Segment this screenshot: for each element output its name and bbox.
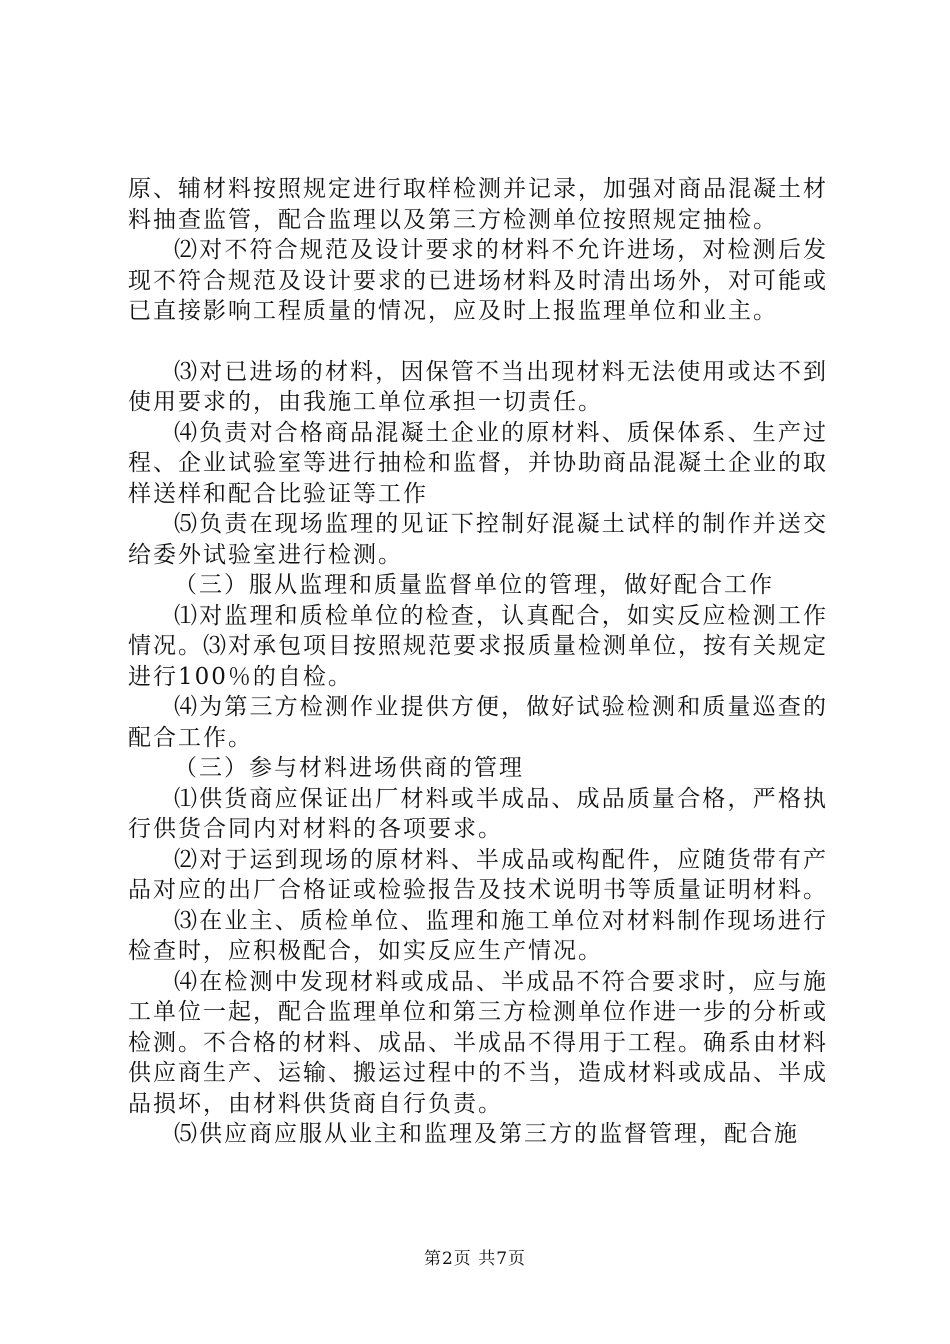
page-footer [0,1244,950,1269]
section-heading: （三）服从监理和质量监督单位的管理，做好配合工作 [174,572,774,598]
paragraph: ⑴对监理和质检单位的检查，认真配合，如实反应检测工作情况。⑶对承包项目按照规范要求报质量检测单位，按有关规定进行100％的自检。 [128,602,828,690]
paragraph: ⑷负责对合格商品混凝土企业的原材料、质保体系、生产过程、企业试验室等进行抽检和监督，并协助商品混凝土企业的取样送样和配合比验证等工作 [128,419,828,507]
paragraph: ⑷在检测中发现材料或成品、半成品不符合要求时，应与施工单位一起，配合监理单位和第三方检测单位作进一步的分析或检测。不合格的材料、成品、半成品不得用于工程。确系由材料供应商生产、运输、搬运过程中的不当，造成材料或成品、半成品损坏，由材料供货商自行负责。 [128,968,828,1117]
paragraph: ⑶对已进场的材料，因保管不当出现材料无法使用或达不到使用要求的，由我施工单位承担一切责任。 [128,358,828,415]
paragraph: 原、辅材料按照规定进行取样检测并记录，加强对商品混凝土材料抽查监管，配合监理以及第三方检测单位按照规定抽检。 [128,176,828,233]
paragraph: ⑸供应商应服从业主和监理及第三方的监督管理，配合施 [174,1121,799,1147]
page-number-label: 第2页 共7页 [423,1249,527,1269]
paragraph: ⑵对于运到现场的原材料、半成品或构配件，应随货带有产品对应的出厂合格证或检验报告及技术说明书等质量证明材料。 [128,846,828,903]
paragraph: ⑶在业主、质检单位、监理和施工单位对材料制作现场进行检查时，应积极配合，如实反应生产情况。 [128,907,828,964]
paragraph: ⑴供货商应保证出厂材料或半成品、成品质量合格，严格执行供货合同内对材料的各项要求。 [128,785,828,842]
paragraph: ⑵对不符合规范及设计要求的材料不允许进场，对检测后发现不符合规范及设计要求的已进场材料及时清出场外，对可能或已直接影响工程质量的情况，应及时上报监理单位和业主。 [128,237,828,324]
paragraph: ⑷为第三方检测作业提供方便，做好试验检测和质量巡查的配合工作。 [128,694,828,751]
document-body [128,174,828,1150]
paragraph: ⑸负责在现场监理的见证下控制好混凝土试样的制作并送交给委外试验室进行检测。 [128,511,828,568]
section-heading: （三）参与材料进场供商的管理 [174,755,524,781]
